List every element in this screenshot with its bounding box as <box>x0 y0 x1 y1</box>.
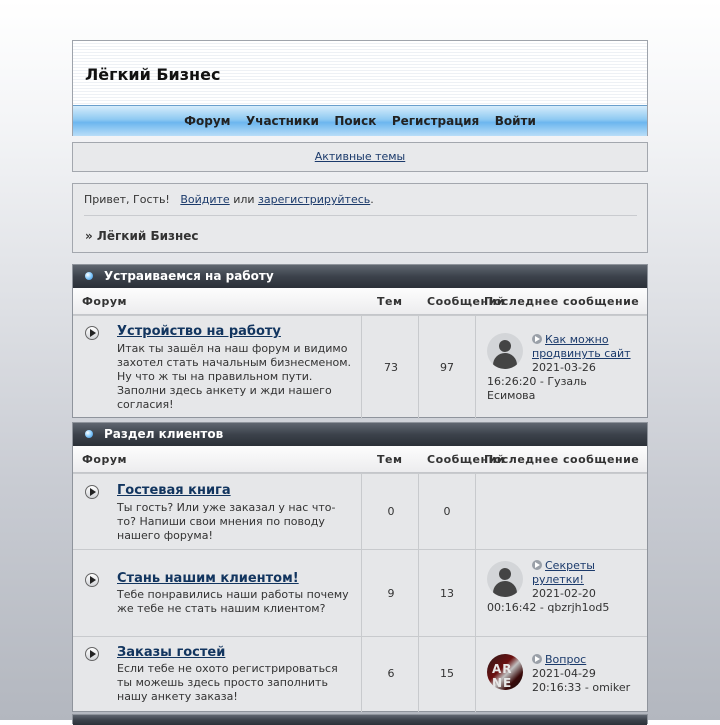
divider <box>361 550 362 636</box>
last-post-meta: 2021-03-26 16:26:20 - Гузаль Есимова <box>487 361 596 402</box>
greeting-text: Привет, Гость! <box>84 193 170 206</box>
welcome-box <box>72 183 648 253</box>
register-link[interactable]: зарегистрируйтесь <box>258 193 371 206</box>
topics-count: 9 <box>387 587 395 600</box>
bullet-icon <box>85 272 93 280</box>
last-post <box>487 559 637 615</box>
go-to-post-icon[interactable] <box>532 334 542 344</box>
forum-title[interactable]: Стань нашим клиентом! <box>117 571 299 586</box>
last-post-link[interactable]: Вопрос <box>545 653 587 666</box>
topics-count: 0 <box>387 505 395 518</box>
last-post-meta: 2021-04-29 20:16:33 - omiker <box>532 667 631 694</box>
col-last: Последнее сообщение <box>484 453 640 466</box>
col-posts: Сообщений <box>427 453 506 466</box>
bullet-icon <box>85 430 93 438</box>
title-bar <box>73 41 647 105</box>
go-to-post-icon[interactable] <box>532 654 542 664</box>
category-jobs <box>72 264 648 418</box>
divider <box>475 550 476 636</box>
go-to-post-icon[interactable] <box>532 560 542 570</box>
divider <box>475 637 476 712</box>
greeting-line <box>84 193 374 206</box>
main-nav <box>73 105 647 136</box>
forum-row <box>73 315 647 419</box>
forum-row <box>73 549 647 636</box>
greeting-dot: . <box>370 193 374 206</box>
forum-row <box>73 473 647 549</box>
forum-title[interactable]: Заказы гостей <box>117 645 226 660</box>
col-forum: Форум <box>82 295 128 308</box>
active-topics-link[interactable]: Активные темы <box>314 150 406 163</box>
divider <box>475 316 476 419</box>
or-text: или <box>233 193 255 206</box>
avatar-lettering: AR NE <box>492 662 513 690</box>
posts-count: 13 <box>440 587 454 600</box>
forum-arrow-icon <box>85 485 99 499</box>
forum-row <box>73 636 647 712</box>
topics-count: 73 <box>384 361 398 374</box>
category-clients <box>72 422 648 712</box>
forum-arrow-icon <box>85 326 99 340</box>
topics-count: 6 <box>387 667 395 680</box>
col-forum: Форум <box>82 453 128 466</box>
divider <box>84 215 637 216</box>
forum-title[interactable]: Устройство на работу <box>117 324 281 339</box>
last-post-link[interactable]: Как можно продвинуть сайт <box>532 333 631 360</box>
forum-title[interactable]: Гостевая книга <box>117 483 231 498</box>
category-header <box>73 715 647 725</box>
forum-arrow-icon <box>85 573 99 587</box>
nav-login[interactable]: Войти <box>494 114 536 128</box>
last-post <box>487 333 637 403</box>
nav-register[interactable]: Регистрация <box>391 114 480 128</box>
last-post-link[interactable]: Секреты рулетки! <box>532 559 595 586</box>
nav-members[interactable]: Участники <box>245 114 319 128</box>
divider <box>361 474 362 549</box>
category-header <box>73 423 647 446</box>
posts-count: 15 <box>440 667 454 680</box>
forum-arrow-icon <box>85 647 99 661</box>
column-headers <box>73 288 647 315</box>
site-title[interactable]: Лёгкий Бизнес <box>85 65 221 84</box>
divider <box>361 316 362 419</box>
category-title[interactable]: Раздел клиентов <box>104 427 224 441</box>
category-header <box>73 265 647 288</box>
forum-description: Ты гость? Или уже заказал у нас что-то? Напиши свои мнения по поводу нашего форума! <box>117 501 336 542</box>
forum-description: Тебе понравились наши работы почему же тебе не стать нашим клиентом? <box>117 588 349 615</box>
last-post <box>487 653 637 695</box>
nav-search[interactable]: Поиск <box>334 114 377 128</box>
category-title[interactable]: Устраиваемся на работу <box>104 269 274 283</box>
site-header <box>72 40 648 136</box>
col-topics: Тем <box>377 453 403 466</box>
forum-description: Итак ты зашёл на наш форум и видимо захотел стать начальным бизнесменом. Ну что ж ты на правильном пути. Заполни здесь анкету и жди нашего согласия! <box>117 342 352 411</box>
col-posts: Сообщений <box>427 295 506 308</box>
breadcrumb[interactable]: » Лёгкий Бизнес <box>85 229 199 243</box>
category-next <box>72 714 648 724</box>
active-topics-bar <box>72 142 648 172</box>
divider <box>475 474 476 549</box>
nav-forum[interactable]: Форум <box>184 114 231 128</box>
last-post-meta: 2021-02-20 00:16:42 - qbzrjh1od5 <box>487 587 610 614</box>
posts-count: 0 <box>443 505 451 518</box>
divider <box>361 637 362 712</box>
posts-count: 97 <box>440 361 454 374</box>
login-link[interactable]: Войдите <box>180 193 230 206</box>
col-topics: Тем <box>377 295 403 308</box>
forum-description: Если тебе не охото регистрироваться ты можешь здесь просто заполнить нашу анкету заказа! <box>117 662 338 703</box>
col-last: Последнее сообщение <box>484 295 640 308</box>
column-headers <box>73 446 647 473</box>
